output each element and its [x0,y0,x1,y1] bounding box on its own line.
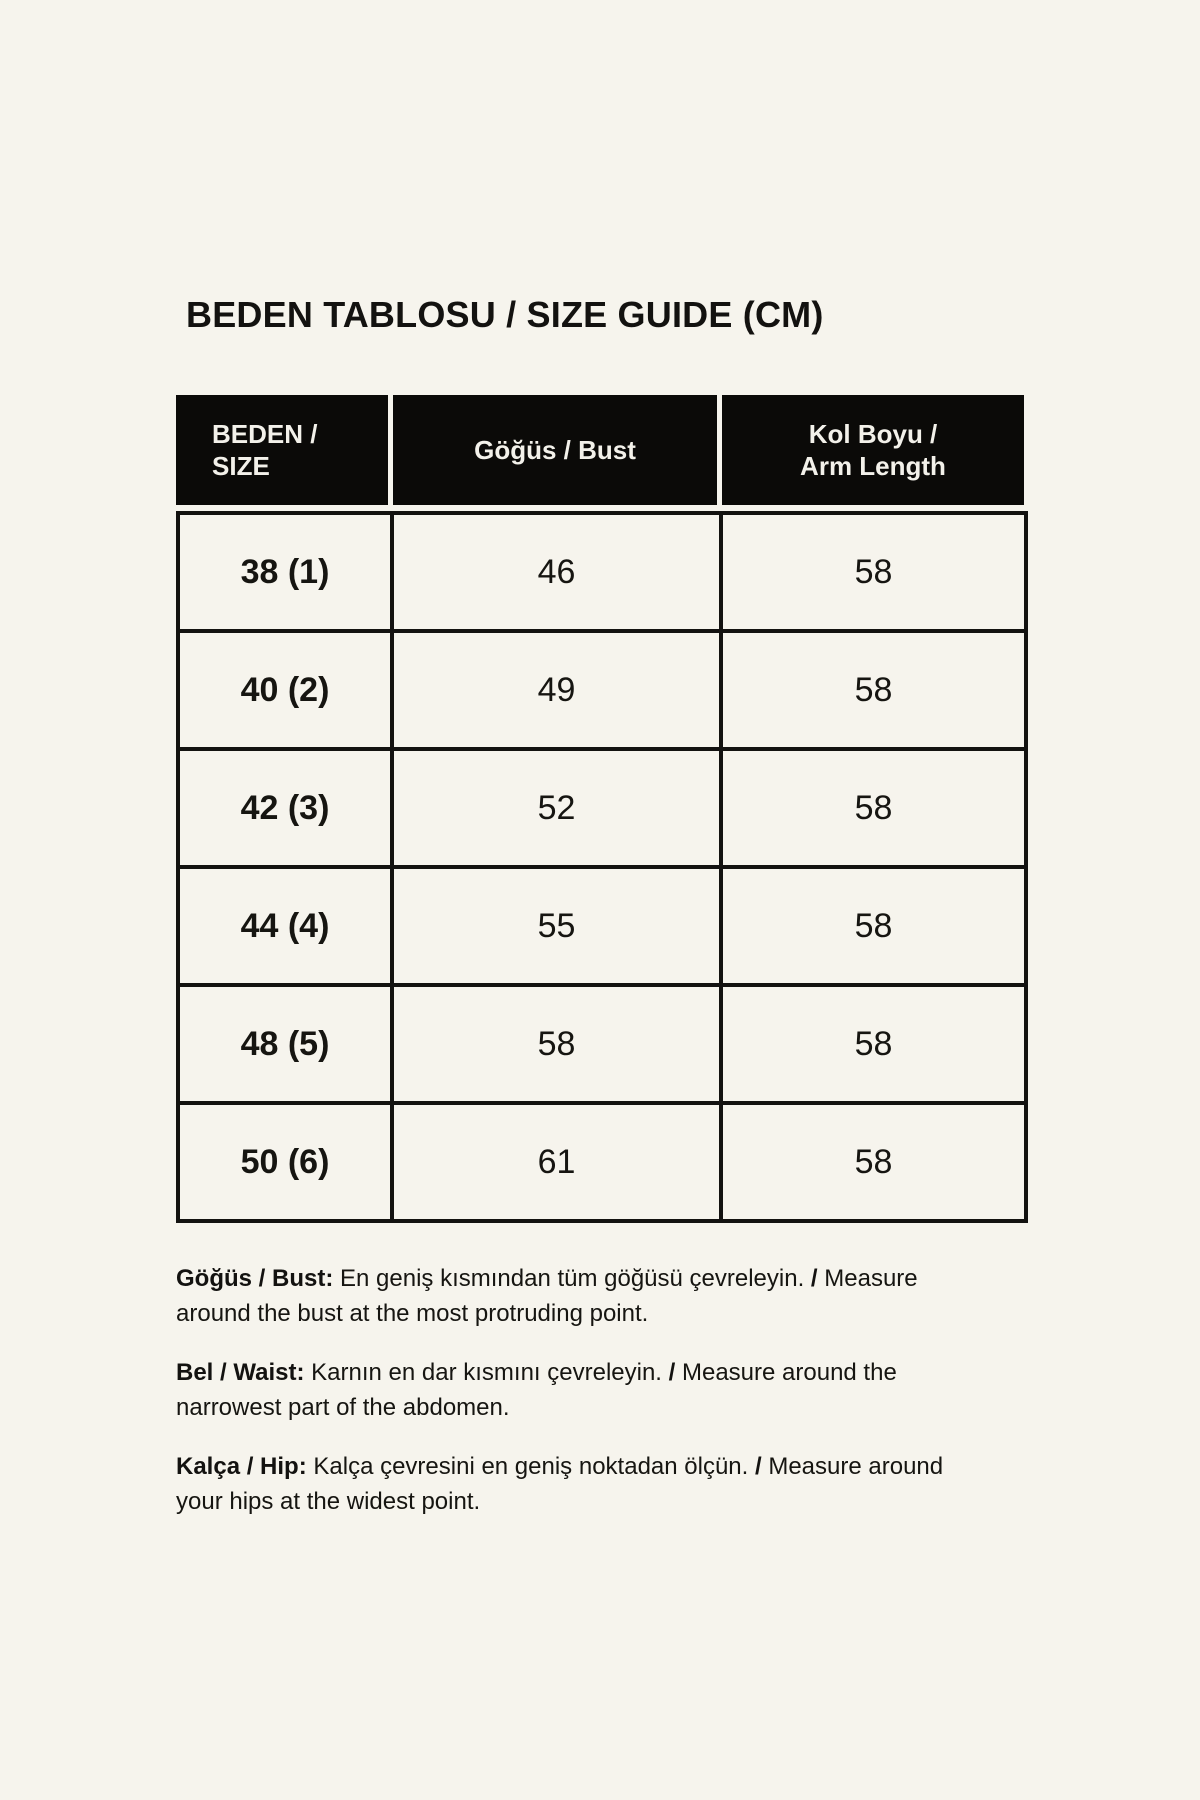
table-row [178,631,1026,749]
table-row [178,985,1026,1103]
note-waist-term: Bel / Waist: [176,1359,305,1386]
note-hip [176,1449,956,1519]
bust-cell: 55 [392,867,721,985]
bust-cell: 58 [392,985,721,1103]
note-bust-term: Göğüs / Bust: [176,1265,334,1292]
size-cell: 40 (2) [178,631,392,749]
size-cell: 42 (3) [178,749,392,867]
note-bust-separator: / [810,1265,818,1292]
bust-cell: 52 [392,749,721,867]
arm-length-cell: 58 [721,1103,1026,1221]
size-cell: 44 (4) [178,867,392,985]
note-hip-separator: / [755,1453,762,1480]
note-waist-english-text: Measure around the narrowest part of the abdomen. [176,1359,897,1421]
table-row [178,1103,1026,1221]
table-row [178,513,1026,631]
page-title: BEDEN TABLOSU / SIZE GUIDE (CM) [186,294,824,335]
note-hip-turkish-text: Kalça çevresini en geniş noktadan ölçün. [313,1453,749,1480]
table-row [178,749,1026,867]
bust-cell: 46 [392,513,721,631]
size-cell: 38 (1) [178,513,392,631]
note-bust-turkish-text: En geniş kısmından tüm göğüsü çevreleyin. [340,1265,805,1292]
note-waist [176,1355,956,1425]
arm-length-cell: 58 [721,631,1026,749]
header-cell-arm-length-line-2: Arm Length [800,451,946,481]
table-body [176,511,1028,1223]
header-cell-size [176,395,388,505]
arm-length-cell: 58 [721,749,1026,867]
note-waist-separator: / [668,1359,676,1386]
bust-cell: 61 [392,1103,721,1221]
note-bust [176,1261,956,1331]
note-hip-english-text: Measure around your hips at the widest point. [176,1453,944,1515]
table-row [178,867,1026,985]
table-header-row [176,395,1024,505]
header-cell-arm-length-line-1: Kol Boyu / [808,419,938,449]
arm-length-cell: 58 [721,867,1026,985]
header-cell-arm-length [722,395,1024,505]
header-cell-bust-line-1: Göğüs / Bust [474,435,636,465]
header-cell-bust [393,395,717,505]
note-waist-turkish-text: Karnın en dar kısmını çevreleyin. [311,1359,662,1386]
size-cell: 48 (5) [178,985,392,1103]
measurement-notes [176,1261,956,1543]
size-guide-table [176,395,1024,1223]
bust-cell: 49 [392,631,721,749]
note-hip-term: Kalça / Hip: [176,1453,307,1480]
size-cell: 50 (6) [178,1103,392,1221]
arm-length-cell: 58 [721,513,1026,631]
header-cell-size-line-2: SIZE [212,451,270,481]
note-bust-english-text: Measure around the bust at the most protruding point. [176,1265,918,1327]
header-cell-size-line-1: BEDEN / [212,419,318,449]
arm-length-cell: 58 [721,985,1026,1103]
